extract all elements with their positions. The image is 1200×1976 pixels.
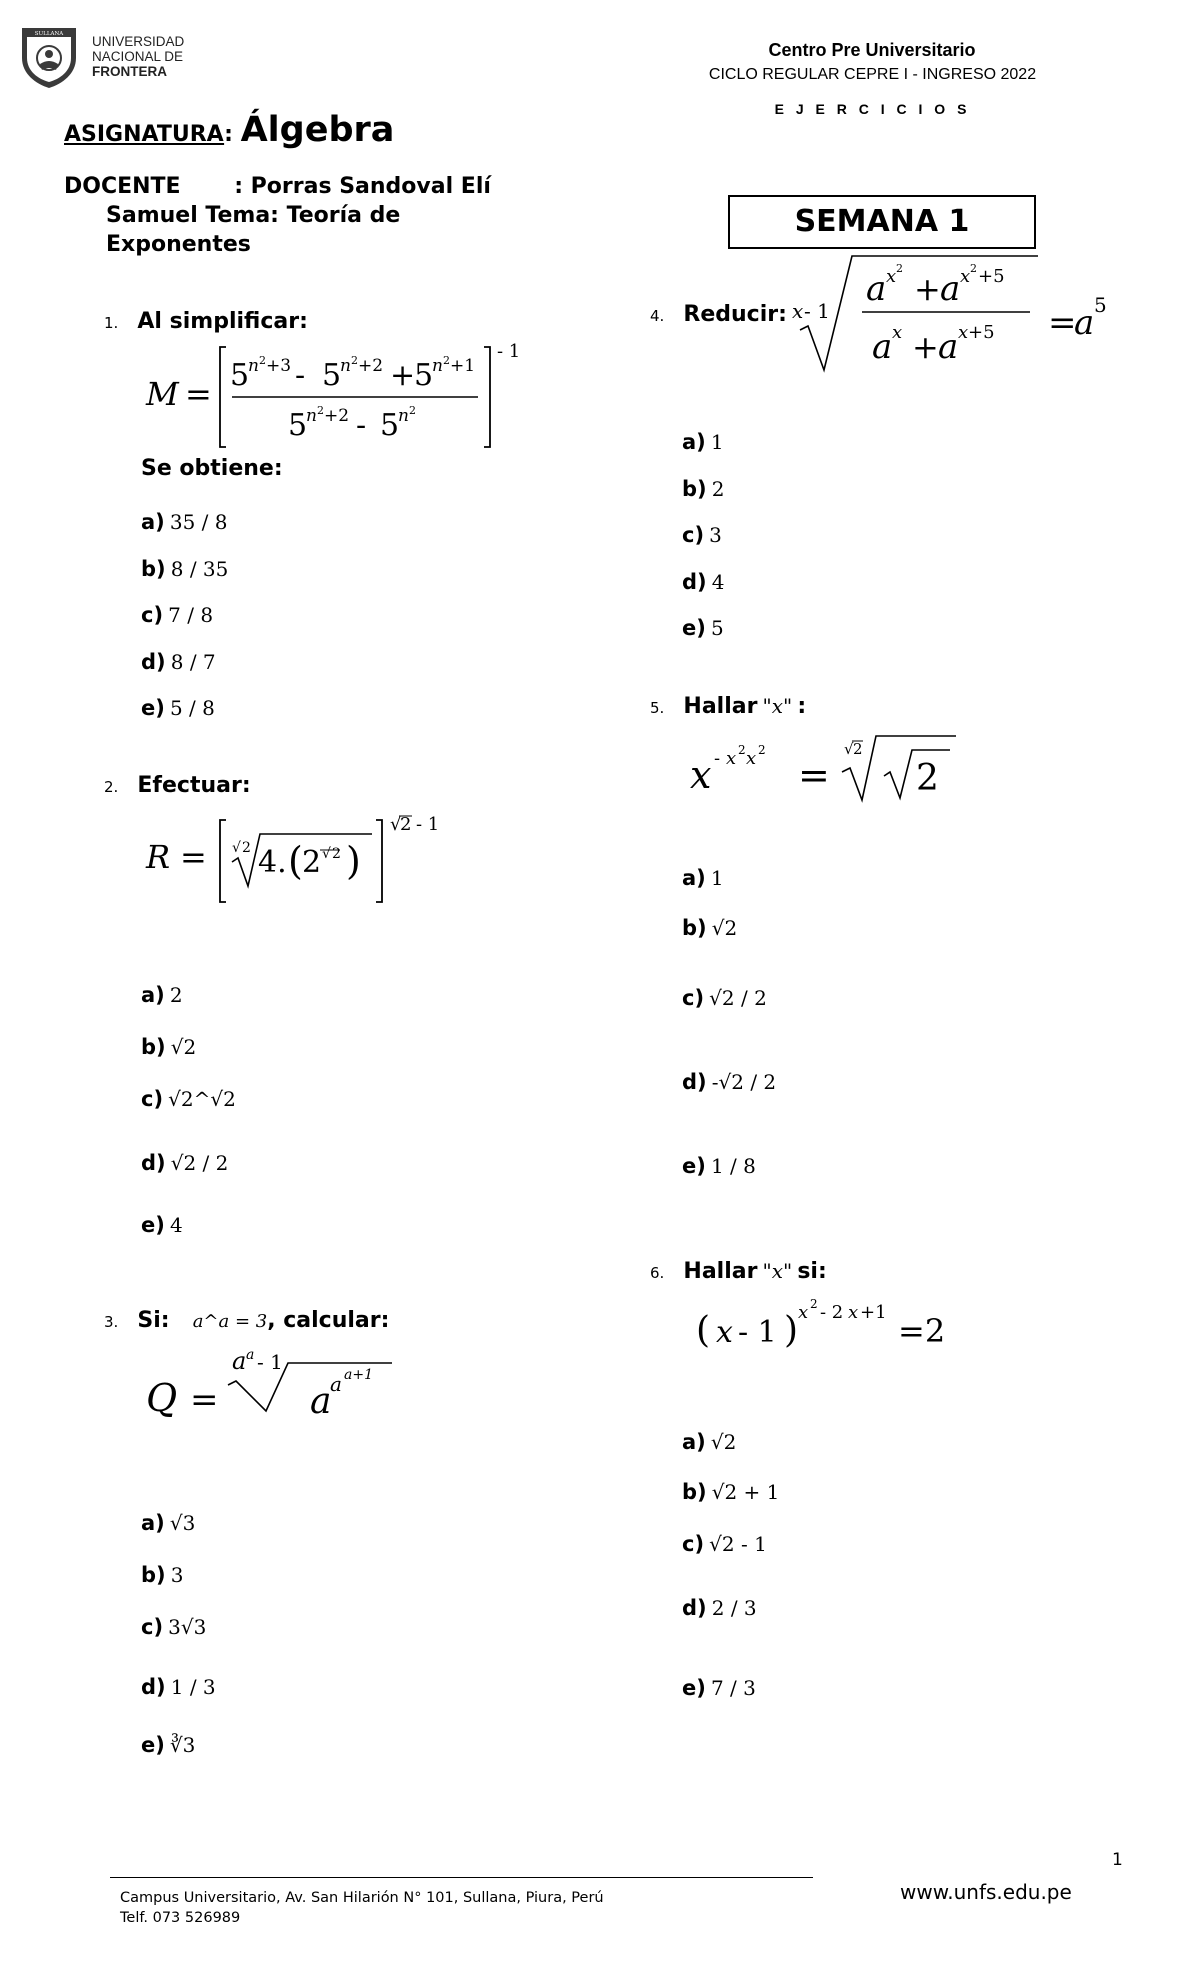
svg-text:-: - (295, 358, 306, 393)
svg-text:+5: +5 (968, 322, 995, 343)
svg-text:x: x (690, 753, 712, 797)
svg-text:2: 2 (351, 354, 358, 367)
option-d[interactable]: d) 1 / 3 (141, 1675, 216, 1699)
svg-text:a: a (232, 1347, 247, 1375)
svg-text:R: R (146, 838, 171, 876)
question-3 (104, 1308, 389, 1333)
footer-website-link[interactable]: www.unfs.edu.pe (900, 1880, 1072, 1904)
teacher-line1: DOCENTE : Porras Sandoval Elí (64, 174, 491, 199)
question-5 (650, 694, 806, 719)
option-a[interactable]: a) 2 (141, 983, 183, 1007)
question-1-after: Se obtiene: (141, 456, 283, 481)
svg-text:x: x (892, 322, 903, 343)
teacher-line3: Exponentes (106, 232, 251, 257)
svg-text:+1: +1 (450, 356, 476, 376)
formula-q3 (140, 1345, 420, 1435)
svg-text:2: 2 (896, 262, 903, 275)
question-4 (650, 302, 787, 327)
svg-text:x: x (958, 322, 969, 343)
question-number: 6. (650, 1264, 665, 1282)
formula-q5 (680, 720, 980, 810)
svg-text:+: + (390, 358, 416, 393)
question-2-options (141, 970, 236, 1252)
svg-text:+5: +5 (978, 266, 1005, 287)
svg-text:): ) (346, 839, 361, 883)
option-d[interactable]: d) 2 / 3 (682, 1596, 757, 1620)
svg-text:=: = (798, 753, 830, 797)
option-d[interactable]: d) -√2 / 2 (682, 1070, 777, 1094)
question-prompt: Si: (137, 1308, 170, 1333)
svg-text:√: √ (390, 814, 402, 835)
svg-text:5: 5 (414, 358, 434, 393)
svg-text:x: x (798, 1302, 809, 1323)
option-a[interactable]: a) 1 (682, 430, 724, 454)
svg-text:2: 2 (443, 354, 450, 367)
university-name-line3: FRONTERA (92, 64, 167, 79)
question-5-options (682, 866, 776, 1178)
svg-text:√: √ (322, 846, 331, 862)
question-prompt-2: , calcular: (267, 1308, 390, 1333)
svg-text:2: 2 (738, 743, 746, 757)
svg-text:M: M (146, 375, 179, 413)
option-c[interactable]: c) 3√3 (141, 1615, 207, 1639)
svg-text:+2: +2 (324, 406, 350, 426)
svg-text:-: - (714, 748, 721, 769)
svg-text:- 1: - 1 (416, 814, 440, 835)
svg-text:=2: =2 (898, 1312, 946, 1350)
question-prompt: Al simplificar: (137, 309, 308, 334)
question-var: "x" (762, 1259, 793, 1283)
svg-text:5: 5 (380, 408, 400, 443)
svg-text:2: 2 (758, 743, 766, 757)
university-name (92, 34, 184, 79)
svg-text:2: 2 (916, 758, 939, 799)
option-c[interactable]: c) 3 (682, 523, 722, 547)
svg-text:+2: +2 (358, 356, 384, 376)
question-number: 4. (650, 307, 665, 325)
footer-divider (110, 1877, 813, 1878)
svg-text:n: n (432, 356, 443, 376)
footer-address (120, 1888, 604, 1928)
question-prompt: Hallar (683, 1259, 758, 1284)
week-box: SEMANA 1 (728, 195, 1036, 249)
svg-text:n: n (248, 356, 259, 376)
svg-text:- 1: - 1 (804, 299, 830, 323)
svg-text:n: n (340, 356, 351, 376)
question-2 (104, 773, 251, 798)
svg-text:x: x (726, 748, 737, 769)
option-a[interactable]: a) √2 (682, 1430, 737, 1454)
svg-text:a: a (330, 1372, 342, 1396)
svg-text:- 1: - 1 (738, 1315, 777, 1350)
svg-text:x: x (792, 299, 804, 323)
option-c[interactable]: c) √2^√2 (141, 1087, 236, 1111)
question-3-condition: a^a = 3 (192, 1311, 268, 1332)
svg-text:n: n (306, 406, 317, 426)
option-b[interactable]: b) √2 (682, 916, 738, 940)
question-prompt-2: : (797, 694, 807, 719)
option-b[interactable]: b) √2 (141, 1035, 197, 1059)
option-b[interactable]: b) 2 (682, 476, 725, 501)
question-prompt: Efectuar: (137, 773, 251, 798)
svg-text:2: 2 (400, 814, 412, 835)
option-a[interactable]: a) √3 (141, 1511, 196, 1535)
course-name: Álgebra (240, 110, 395, 150)
cycle-title: CICLO REGULAR CEPRE I - INGRESO 2022 (708, 66, 1037, 83)
svg-text:n: n (398, 406, 409, 426)
question-3-options (141, 1498, 216, 1772)
svg-text:√: √ (232, 840, 241, 856)
svg-text:5: 5 (230, 358, 250, 393)
page-number: 1 (1112, 1850, 1123, 1870)
option-b[interactable]: b) 3 (141, 1563, 184, 1587)
footer-phone: Telf. 073 526989 (120, 1910, 241, 1926)
svg-text:5: 5 (288, 408, 308, 443)
svg-text:-: - (356, 408, 367, 443)
footer-address-line: Campus Universitario, Av. San Hilarión N° 101, Sullana, Piura, Perú (120, 1890, 604, 1906)
svg-text:a+1: a+1 (344, 1367, 373, 1383)
svg-text:x: x (960, 266, 971, 287)
formula-q4 (790, 250, 1120, 378)
option-e[interactable]: e) 7 / 3 (682, 1676, 756, 1700)
question-prompt-2: si: (797, 1259, 827, 1284)
question-4-options (682, 420, 724, 653)
logo-text: SULLANA (34, 31, 64, 37)
course-colon: : (224, 122, 233, 147)
svg-text:2: 2 (970, 262, 977, 275)
option-d[interactable]: d) √2 / 2 (141, 1151, 229, 1175)
option-e[interactable]: e) ∛3 (141, 1733, 196, 1757)
course-label: ASIGNATURA (64, 122, 225, 147)
svg-text:+: + (912, 328, 939, 366)
svg-text:+1: +1 (860, 1302, 887, 1323)
option-c[interactable]: c) √2 / 2 (682, 986, 767, 1010)
svg-text:Q: Q (146, 1376, 178, 1420)
question-6 (650, 1259, 827, 1284)
formula-q1 (140, 335, 540, 455)
svg-text:- 1: - 1 (497, 341, 521, 362)
svg-text:(: ( (696, 1310, 711, 1351)
teacher-info (64, 172, 534, 259)
svg-text:5: 5 (1094, 293, 1107, 317)
question-6-options (682, 1430, 779, 1700)
svg-text:=: = (185, 375, 212, 413)
question-prompt: Reducir: (683, 302, 787, 327)
option-b[interactable]: b) 8 / 35 (141, 556, 229, 581)
svg-text:=: = (180, 838, 207, 876)
university-name-line1: UNIVERSIDAD (92, 34, 185, 49)
svg-text:2: 2 (242, 840, 251, 856)
formula-q6 (690, 1290, 990, 1360)
svg-text:- 1: - 1 (257, 1350, 283, 1374)
option-e[interactable]: e) 5 / 8 (141, 696, 215, 720)
option-e[interactable]: e) 5 (682, 616, 724, 640)
svg-text:x: x (886, 266, 897, 287)
question-number: 2. (104, 778, 119, 796)
svg-text:5: 5 (322, 358, 342, 393)
option-b[interactable]: b) √2 + 1 (682, 1480, 780, 1504)
course-heading (64, 110, 394, 150)
svg-text:4.: 4. (258, 845, 287, 880)
option-e[interactable]: e) 1 / 8 (682, 1154, 756, 1178)
svg-text:2: 2 (853, 740, 863, 758)
svg-text:- 2: - 2 (820, 1302, 844, 1323)
formula-q2 (140, 800, 460, 910)
question-number: 1. (104, 314, 119, 332)
svg-text:a: a (246, 1347, 255, 1363)
svg-text:+3: +3 (266, 356, 292, 376)
question-1-options (141, 500, 228, 733)
svg-text:): ) (784, 1310, 799, 1351)
option-e[interactable]: e) 4 (141, 1213, 183, 1237)
question-prompt: Hallar (683, 694, 758, 719)
svg-text:x: x (716, 1315, 733, 1350)
svg-text:x: x (848, 1302, 859, 1323)
option-d[interactable]: d) 4 (682, 569, 725, 594)
svg-text:2: 2 (317, 404, 324, 417)
option-a[interactable]: a) 1 (682, 866, 724, 890)
question-number: 3. (104, 1313, 119, 1331)
svg-text:a: a (872, 327, 893, 367)
university-name-line2: NACIONAL DE (92, 49, 184, 64)
svg-text:2: 2 (409, 404, 416, 417)
svg-text:a: a (866, 269, 887, 309)
svg-text:2: 2 (302, 845, 322, 880)
svg-text:(: ( (288, 839, 303, 883)
svg-text:x: x (746, 748, 757, 769)
option-c[interactable]: c) √2 - 1 (682, 1532, 767, 1556)
question-1 (104, 309, 308, 334)
question-var: "x" (762, 694, 793, 718)
svg-text:2: 2 (332, 846, 341, 862)
svg-text:2: 2 (810, 1297, 818, 1311)
question-number: 5. (650, 699, 665, 717)
svg-text:=: = (190, 1380, 219, 1420)
option-a[interactable]: a) 35 / 8 (141, 510, 228, 534)
svg-text:=: = (1048, 303, 1077, 343)
option-d[interactable]: d) 8 / 7 (141, 649, 216, 674)
svg-text:a: a (1074, 303, 1095, 343)
option-c[interactable]: c) 7 / 8 (141, 603, 214, 627)
teacher-line2: Samuel Tema: Teoría de (106, 203, 401, 228)
svg-text:a: a (310, 1381, 332, 1422)
svg-text:a: a (938, 327, 959, 367)
center-title: Centro Pre Universitario (768, 40, 976, 60)
svg-text:2: 2 (259, 354, 266, 367)
university-logo (18, 24, 80, 90)
svg-text:√: √ (844, 740, 854, 758)
svg-text:a: a (940, 269, 961, 309)
section-title: E J E R C I C I O S (774, 101, 971, 117)
svg-text:+: + (914, 270, 941, 308)
